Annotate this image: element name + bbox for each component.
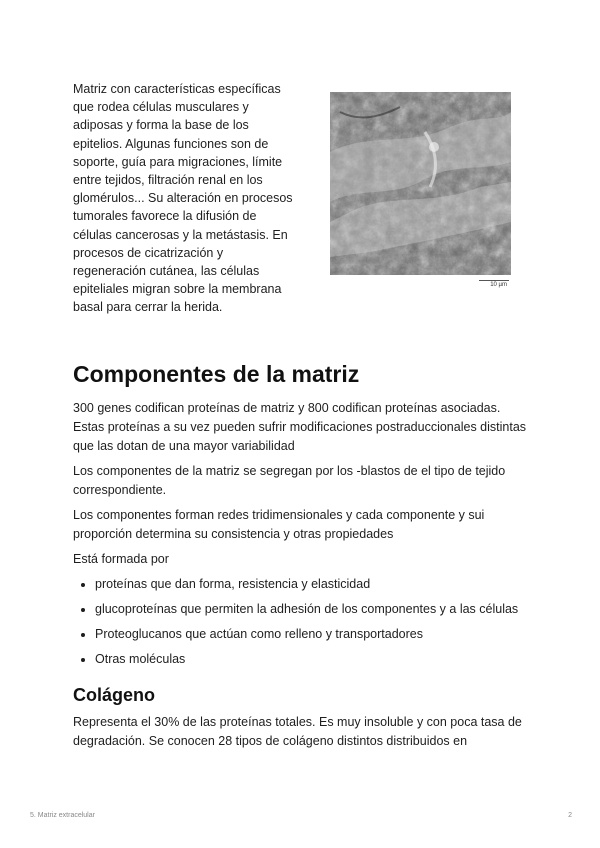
section-paragraph-3: Los componentes forman redes tridimensionales y cada componente y sui proporción determina su consistencia y otras propiedades — [73, 508, 485, 541]
subsection-paragraph: Representa el 30% de las proteínas totales. Es muy insoluble y con poca tasa de degradación. Se conocen 28 tipos de colágeno distintos distribuidos en — [73, 715, 522, 748]
main-content — [73, 357, 533, 757]
electron-micrograph-image — [330, 92, 511, 275]
components-list — [73, 575, 533, 669]
section-paragraph-1: 300 genes codifican proteínas de matriz y 800 codifican proteínas asociadas. Estas proteínas a su vez pueden sufrir modificaciones postraduccionales distintas que las dotan de una mayor variabilidad — [73, 401, 527, 453]
section-paragraph-2: Los componentes de la matriz se segregan por los -blastos de el tipo de tejido correspondiente. — [73, 464, 506, 497]
scale-bar-label: 10 µm — [490, 282, 507, 288]
scale-bar — [330, 275, 511, 289]
micrograph-figure — [330, 92, 511, 289]
page-number: 2 — [568, 812, 572, 819]
list-item: • Proteoglucanos que actúan como relleno y transportadores — [95, 625, 533, 644]
list-item: • Otras moléculas — [95, 650, 533, 669]
scale-bar-line — [479, 280, 509, 281]
subsection-title: Colágeno — [73, 685, 156, 705]
footer-chapter: 5. Matriz extracelular — [30, 812, 95, 819]
list-item: • glucoproteínas que permiten la adhesión de los componentes y a las células — [95, 600, 533, 619]
list-item: • proteínas que dan forma, resistencia y elasticidad — [95, 575, 533, 594]
section-paragraph-4: Está formada por — [73, 552, 169, 566]
intro-paragraph: Matriz con características específicas que rodea células musculares y adiposas y forma la base de los epitelios. Algunas funciones son de soporte, guía para migraciones, límite entre tejidos, filtración renal en los glomérulos... Su alteración en procesos tumorales favorece la difusión de células cancerosas y la metástasis. En procesos de cicatrización y regeneración cutánea, las células epiteliales migran sobre la membrana basal para cerrar la herida. — [73, 82, 293, 315]
section-title: Componentes de la matriz — [73, 361, 360, 387]
